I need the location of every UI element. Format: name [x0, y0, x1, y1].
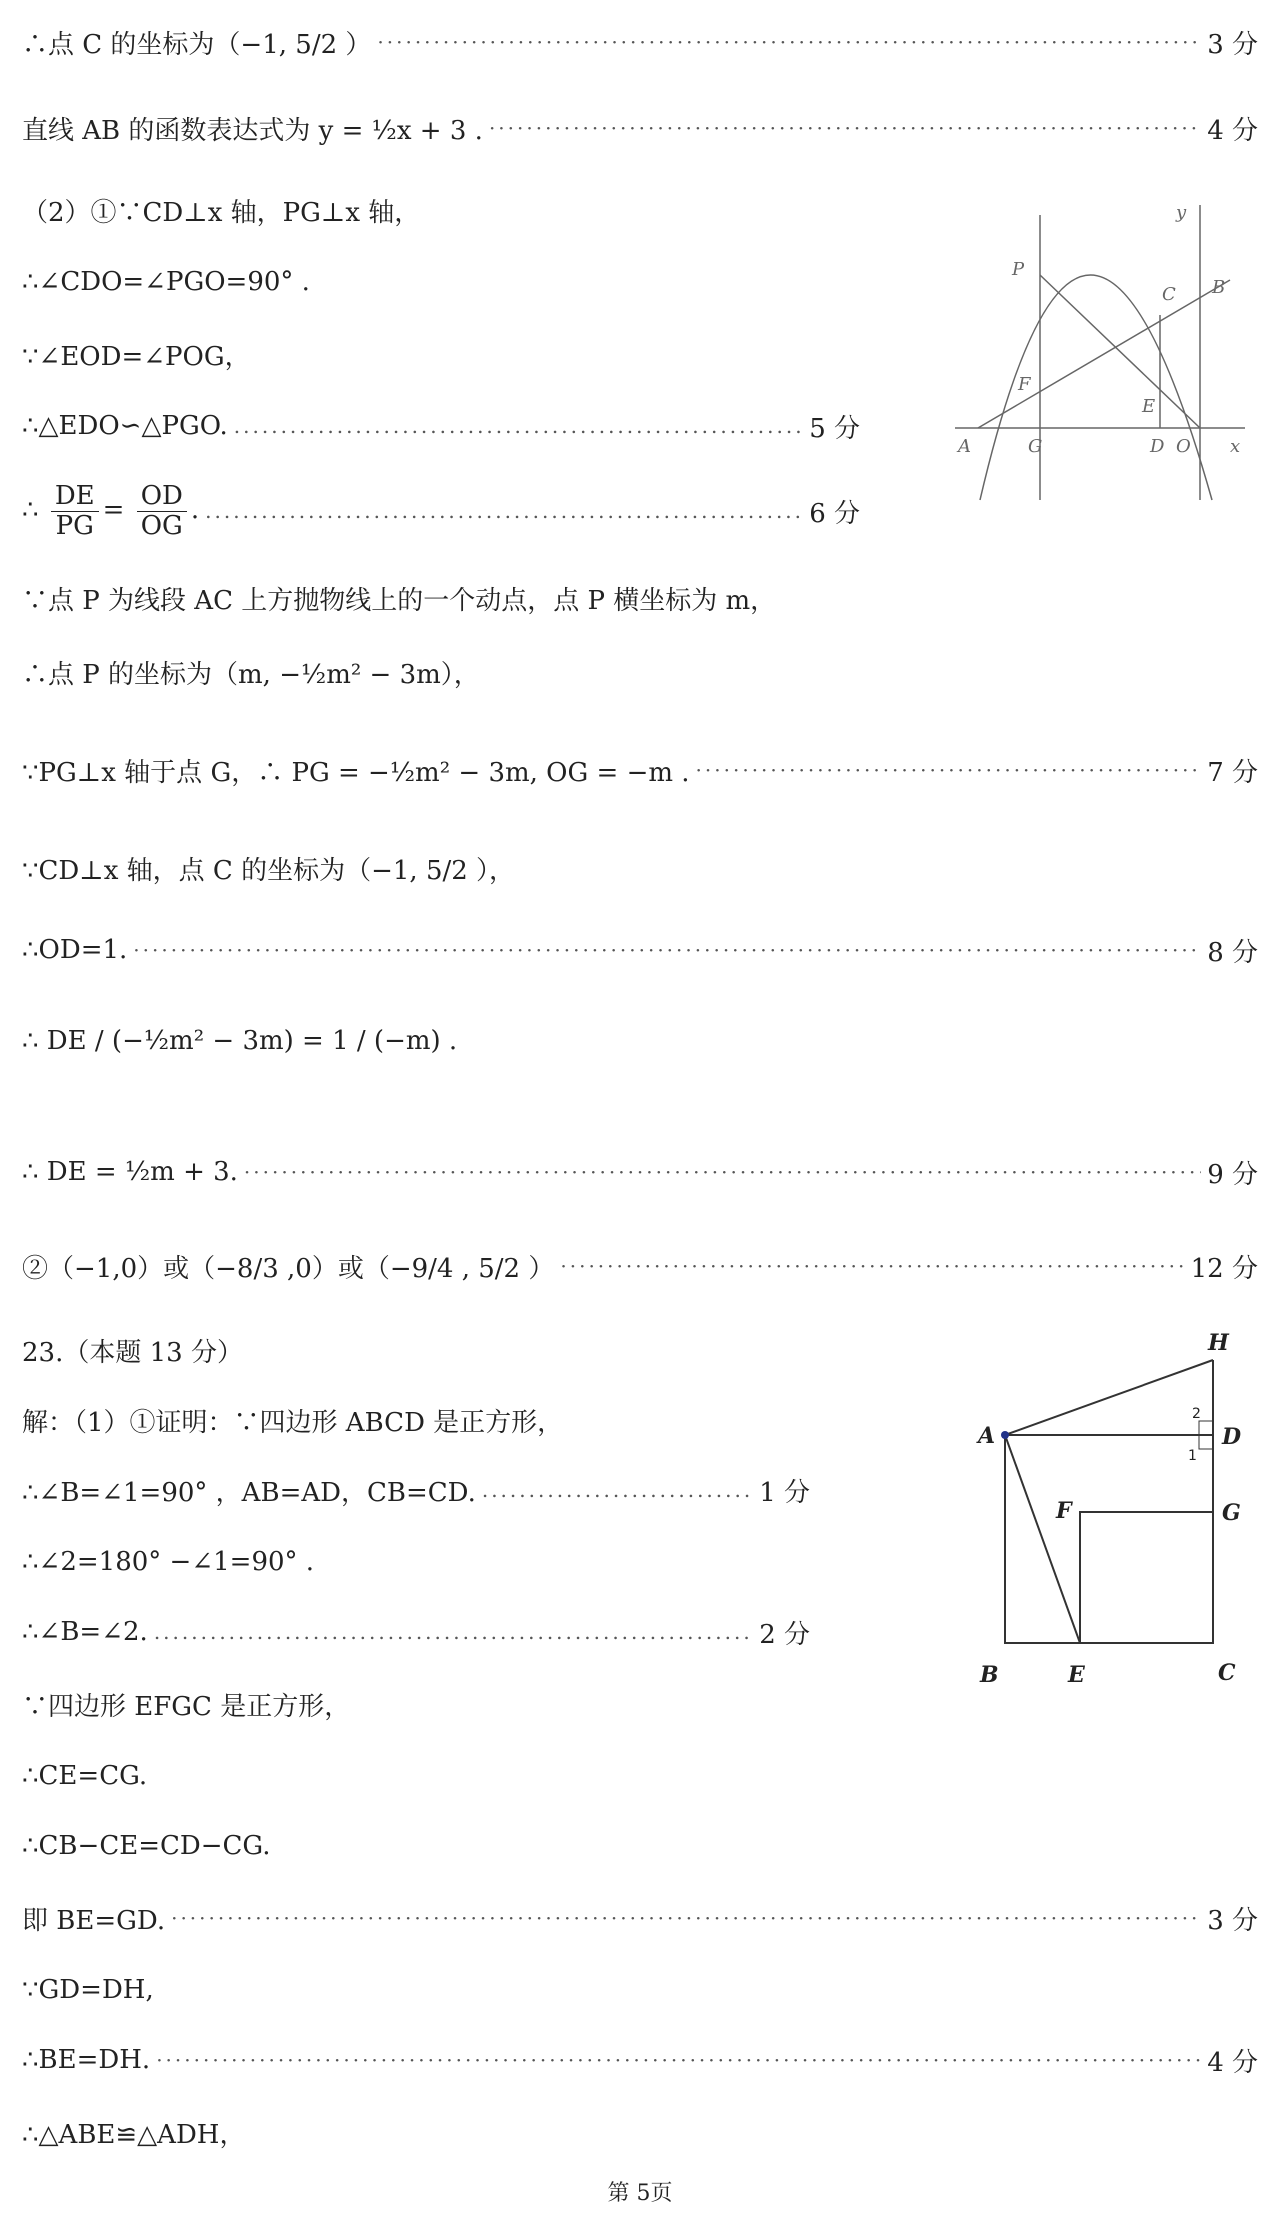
- label-p: P: [1012, 259, 1025, 280]
- line-text: ∵CD⊥x 轴，点 C 的坐标为（−1, 5/2 ），: [22, 855, 516, 886]
- label-x: x: [1230, 436, 1241, 457]
- leader-dots: [244, 1160, 1201, 1184]
- label-e: E: [1142, 396, 1156, 417]
- page-number: 第 5页: [607, 2181, 673, 2206]
- point-a-dot: [1001, 1431, 1009, 1439]
- line-similar-triangles: [22, 406, 860, 446]
- score-label: 2 分: [759, 1619, 810, 1650]
- line-congruent: [22, 2112, 245, 2152]
- line-po: [1040, 275, 1200, 428]
- line-text: ∴ DE = ½m + 3.: [22, 1157, 238, 1187]
- line-text: ∴ DE / (−½m² − 3m) = 1 / (−m) .: [22, 1026, 458, 1056]
- leader-dots: [154, 1620, 753, 1644]
- parabola-curve: [980, 275, 1212, 500]
- score-label: 9 分: [1207, 1159, 1258, 1190]
- label-b: B: [1212, 277, 1226, 298]
- label-angle-1: 1: [1188, 1448, 1197, 1464]
- line-text: ∴CE=CG.: [22, 1761, 148, 1791]
- score-label: 7 分: [1207, 757, 1258, 788]
- line-gd-dh: [22, 1970, 154, 2010]
- leader-dots: [234, 414, 803, 438]
- line-text: ∴CB−CE=CD−CG.: [22, 1831, 271, 1861]
- right-angle-mark-2: [1199, 1421, 1213, 1435]
- line-text: ∴∠B=∠1=90° ，AB=AD，CB=CD.: [22, 1477, 476, 1508]
- square-efgc: [1080, 1512, 1213, 1643]
- line-ab-expression: [22, 96, 1258, 160]
- line-text: ∴∠CDO=∠PGO=90° .: [22, 267, 310, 297]
- line-answer-points: [22, 1234, 1258, 1298]
- line-ae: [1005, 1435, 1080, 1643]
- line-text: ∵∠EOD=∠POG，: [22, 341, 251, 372]
- line-text: ∴△EDO∽△PGO.: [22, 411, 228, 441]
- line-text: 解：（1）①证明：∵四边形 ABCD 是正方形，: [22, 1407, 564, 1438]
- line-text: 23.（本题 13 分）: [22, 1337, 243, 1368]
- line-point-p-coordinates: [22, 640, 480, 704]
- line-text: 即 BE=GD.: [22, 1905, 166, 1936]
- leader-dots: [377, 30, 1201, 54]
- fraction-od-og: $\frac{OD}{OG}$: [137, 482, 187, 540]
- line-right-angles: [22, 262, 310, 302]
- score-label: 3 分: [1207, 1905, 1258, 1936]
- label-h: H: [1208, 1330, 1229, 1356]
- leader-dots: [696, 758, 1202, 782]
- label-d: D: [1222, 1424, 1242, 1450]
- score-label: 8 分: [1207, 937, 1258, 968]
- line-text: ∵点 P 为线段 AC 上方抛物线上的一个动点，点 P 横坐标为 m，: [22, 585, 777, 616]
- line-text: ∴BE=DH.: [22, 2045, 151, 2075]
- score-label: 3 分: [1207, 29, 1258, 60]
- fraction-de-pg: $\frac{DE}{PG}$: [51, 482, 99, 540]
- line-text: ∵PG⊥x 轴于点 G，∴ PG = −½m² − 3m, OG = −m .: [22, 757, 690, 788]
- label-f: F: [1056, 1498, 1072, 1524]
- line-text: ∴OD=1.: [22, 935, 128, 965]
- line-proof-start: [22, 1400, 563, 1440]
- line-angles-sides: [22, 1470, 810, 1510]
- label-g: G: [1028, 436, 1043, 457]
- line-od: [22, 930, 1258, 970]
- line-pg-og: [22, 738, 1258, 802]
- label-a: A: [958, 436, 971, 457]
- line-text: ∴点 C 的坐标为（−1, 5/2 ）: [22, 29, 372, 60]
- parabola-figure: [950, 200, 1250, 510]
- line-text: ∵四边形 EFGC 是正方形，: [22, 1691, 351, 1722]
- line-text: ∵GD=DH,: [22, 1975, 154, 2005]
- leader-dots: [156, 2048, 1201, 2072]
- line-subtraction: [22, 1826, 271, 1866]
- score-label: 1 分: [759, 1477, 810, 1508]
- score-label: 6 分: [809, 498, 860, 529]
- line-angle-b-equals-2: [22, 1612, 810, 1652]
- leader-dots: [133, 938, 1201, 962]
- label-c: C: [1162, 284, 1176, 305]
- line-text: ∴△ABE≌△ADH，: [22, 2119, 246, 2150]
- leader-dots: [489, 116, 1201, 140]
- leader-dots: [482, 1478, 753, 1502]
- line-equal-angles: [22, 334, 251, 374]
- label-d: D: [1150, 436, 1165, 457]
- label-f: F: [1018, 374, 1031, 395]
- label-y: y: [1176, 202, 1187, 223]
- line-efgc-square: [22, 1684, 350, 1724]
- line-moving-point: [22, 578, 776, 618]
- square-abcd: [1005, 1435, 1213, 1643]
- square-figure: [960, 1320, 1250, 1700]
- line-text: ∴∠2=180° −∠1=90° .: [22, 1547, 315, 1577]
- leader-dots: [205, 499, 803, 523]
- label-c: C: [1218, 1660, 1236, 1686]
- line-angle-2: [22, 1542, 314, 1582]
- label-g: G: [1222, 1500, 1241, 1526]
- label-angle-2: 2: [1192, 1406, 1201, 1422]
- label-e: E: [1068, 1662, 1085, 1688]
- score-label: 4 分: [1207, 115, 1258, 146]
- leader-dots: [171, 1906, 1201, 1930]
- line-perpendicular: [22, 190, 420, 230]
- line-text: 直线 AB 的函数表达式为 y = ½x + 3 .: [22, 115, 483, 146]
- right-angle-mark-1: [1199, 1435, 1213, 1449]
- line-be-dh: [22, 2040, 1258, 2080]
- line-de-equation: [22, 996, 457, 1086]
- leader-dots: [560, 1254, 1184, 1278]
- line-be-gd: [22, 1898, 1258, 1938]
- line-text: ∴∠B=∠2.: [22, 1617, 148, 1647]
- label-o: O: [1176, 436, 1191, 457]
- label-a: A: [978, 1423, 996, 1449]
- line-ratio: ∴ $\frac{DE}{PG}$ = $\frac{OD}{OG}$ . ..... 6 分: [22, 466, 860, 556]
- line-point-c-coordinates: [22, 10, 1258, 74]
- line-cd-perpendicular: [22, 836, 515, 900]
- line-text: ②（−1,0）或（−8/3 ,0）或（−9/4 , 5/2 ）: [22, 1253, 555, 1284]
- score-label: 4 分: [1207, 2047, 1258, 2078]
- line-ah: [1005, 1360, 1213, 1435]
- score-label: 12 分: [1190, 1253, 1258, 1284]
- line-de-result: [22, 1140, 1258, 1204]
- line-text: （2）①∵CD⊥x 轴，PG⊥x 轴，: [22, 197, 421, 228]
- label-b: B: [980, 1662, 999, 1688]
- question-23-heading: [22, 1330, 243, 1370]
- line-ab: [978, 280, 1230, 428]
- line-text: ∴点 P 的坐标为（m, −½m² − 3m），: [22, 659, 480, 690]
- line-ce-cg: [22, 1756, 147, 1796]
- score-label: 5 分: [809, 413, 860, 444]
